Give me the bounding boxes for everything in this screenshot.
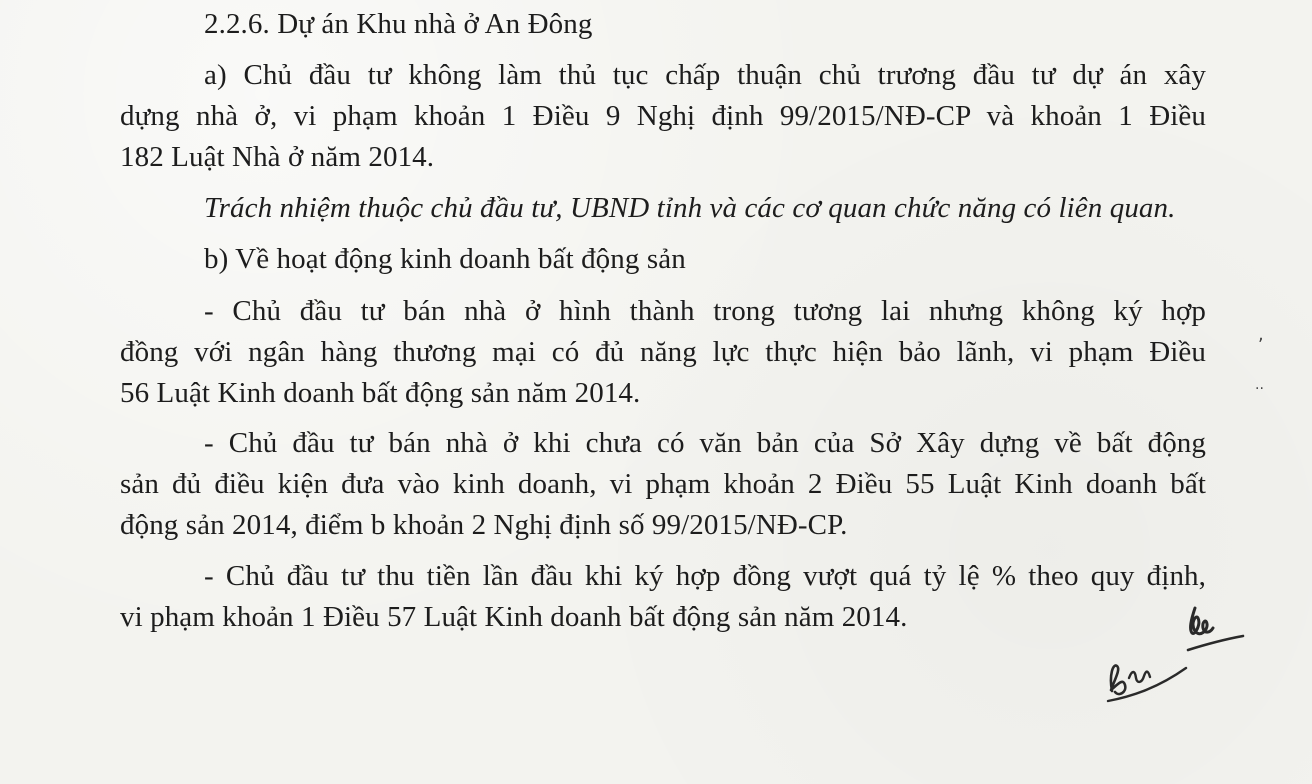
item-b-bullet-2-line-2: sản đủ điều kiện đưa vào kinh doanh, vi phạm khoản 2 Điều 55 Luật Kinh doanh bất bbox=[120, 468, 1206, 500]
margin-mark-comma: , bbox=[1258, 324, 1264, 345]
responsibility-note: Trách nhiệm thuộc chủ đầu tư, UBND tỉnh và các cơ quan chức năng có liên quan. bbox=[204, 192, 1176, 224]
item-a-line-3: 182 Luật Nhà ở năm 2014. bbox=[120, 141, 435, 173]
item-b-bullet-2-line-3: động sản 2014, điểm b khoản 2 Nghị định số 99/2015/NĐ-CP. bbox=[120, 509, 848, 541]
handwritten-initials bbox=[1100, 600, 1250, 710]
margin-mark-dots: ·· bbox=[1255, 381, 1264, 397]
item-b-bullet-1-line-3: 56 Luật Kinh doanh bất động sản năm 2014. bbox=[120, 377, 641, 409]
section-heading: 2.2.6. Dự án Khu nhà ở An Đông bbox=[204, 8, 593, 40]
item-a-line-2: dựng nhà ở, vi phạm khoản 1 Điều 9 Nghị định 99/2015/NĐ-CP và khoản 1 Điều bbox=[120, 100, 1206, 132]
item-b-bullet-1-line-2: đồng với ngân hàng thương mại có đủ năng lực thực hiện bảo lãnh, vi phạm Điều bbox=[120, 336, 1206, 368]
item-b-bullet-3-line-2: vi phạm khoản 1 Điều 57 Luật Kinh doanh bất động sản năm 2014. bbox=[120, 601, 908, 633]
item-b-bullet-2-line-1: - Chủ đầu tư bán nhà ở khi chưa có văn bản của Sở Xây dựng về bất động bbox=[204, 427, 1206, 459]
item-b-bullet-3-line-1: - Chủ đầu tư thu tiền lần đầu khi ký hợp đồng vượt quá tỷ lệ % theo quy định, bbox=[204, 560, 1206, 592]
item-b-heading: b) Về hoạt động kinh doanh bất động sản bbox=[204, 243, 686, 275]
item-a-line-1: a) Chủ đầu tư không làm thủ tục chấp thuận chủ trương đầu tư dự án xây bbox=[204, 59, 1206, 91]
item-b-bullet-1-line-1: - Chủ đầu tư bán nhà ở hình thành trong tương lai nhưng không ký hợp bbox=[204, 295, 1206, 327]
